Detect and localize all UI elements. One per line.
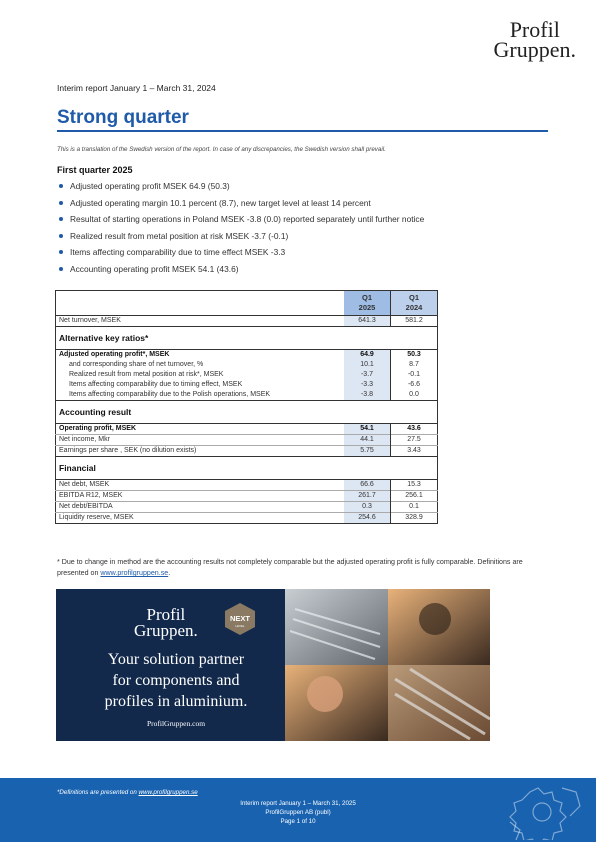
value-2024: 0.0	[391, 390, 438, 401]
banner-logo-line-1: Profil	[146, 605, 186, 624]
key-figures-table	[55, 290, 438, 524]
footer-company: ProfilGruppen AB (publ)	[265, 809, 331, 816]
gear-profile-decoration-icon	[500, 782, 590, 840]
highlights-list	[57, 178, 424, 277]
section-heading-row	[56, 327, 438, 350]
row-label: Earnings per share , SEK (no dilution exists)	[56, 446, 345, 457]
value-2024: 43.6	[391, 424, 438, 435]
value-2025: -3.3	[344, 380, 391, 390]
value-2024: 3.43	[391, 446, 438, 457]
banner-url: ProfilGruppen.com	[146, 719, 206, 728]
page-footer	[0, 778, 596, 842]
row-label: and corresponding share of net turnover, %	[69, 361, 204, 368]
table-header-row	[56, 291, 438, 316]
row-label: Adjusted operating profit*, MSEK	[56, 350, 345, 361]
report-period: Interim report January 1 – March 31, 2024	[57, 83, 216, 93]
badge-subword: LEVEL	[235, 624, 245, 628]
section-heading: Financial	[56, 457, 345, 480]
title-underline	[57, 130, 548, 132]
table-row	[56, 491, 438, 502]
table-row	[56, 446, 438, 457]
list-item: Adjusted operating profit MSEK 64.9 (50.3)	[57, 178, 424, 195]
table-row	[56, 316, 438, 327]
row-label: EBITDA R12, MSEK	[56, 491, 345, 502]
banner-photo-collage	[285, 589, 490, 741]
list-item: Accounting operating profit MSEK 54.1 (43.6)	[57, 261, 424, 278]
row-label: Items affecting comparability due to timing effect, MSEK	[69, 381, 243, 388]
banner-logo-line-2: Gruppen.	[134, 621, 198, 641]
value-2025: 0.3	[344, 502, 391, 513]
row-label: Net debt/EBITDA	[56, 502, 345, 513]
table-row	[56, 360, 438, 370]
tagline-line: Your solution partner	[107, 651, 245, 668]
value-2025: 66.6	[344, 480, 391, 491]
value-2025: 54.1	[344, 424, 391, 435]
logo-line-1: Profil	[509, 17, 560, 42]
next-level-badge	[224, 602, 256, 636]
value-2024: 581.2	[391, 316, 438, 327]
list-item: Adjusted operating margin 10.1 percent (8.7), new target level at least 14 percent	[57, 195, 424, 212]
col-quarter: Q1	[408, 293, 419, 302]
footer-defs-link[interactable]: www.profilgruppen.se	[138, 789, 198, 796]
footnote-end: .	[168, 569, 171, 577]
section-heading-row	[56, 457, 438, 480]
footer-report-period: Interim report January 1 – March 31, 2025	[240, 800, 356, 807]
table-row	[56, 480, 438, 491]
table-row	[56, 502, 438, 513]
row-label: Net turnover, MSEK	[56, 316, 345, 327]
value-2025: 261.7	[344, 491, 391, 502]
value-2025: 254.6	[344, 513, 391, 524]
logo-line-2: Gruppen.	[493, 36, 576, 62]
value-2024: 328.9	[391, 513, 438, 524]
table-row	[56, 435, 438, 446]
row-label: Items affecting comparability due to the Polish operations, MSEK	[69, 391, 271, 398]
value-2025: -3.8	[344, 390, 391, 401]
tagline-line: profiles in aluminium.	[104, 693, 248, 710]
value-2024: 0.1	[391, 502, 438, 513]
advert-banner	[56, 589, 490, 741]
list-item: Realized result from metal position at risk MSEK -3.7 (-0.1)	[57, 228, 424, 245]
col-year: 2025	[358, 303, 376, 312]
section-heading: Accounting result	[56, 401, 345, 424]
table-row	[56, 424, 438, 435]
value-2025: 641.3	[344, 316, 391, 327]
row-label: Net debt, MSEK	[56, 480, 345, 491]
value-2024: -0.1	[391, 370, 438, 380]
header-blank	[56, 291, 345, 316]
footer-page-number: Page 1 of 10	[280, 818, 316, 825]
table-row	[56, 513, 438, 524]
list-item: Resultat of starting operations in Poland MSEK -3.8 (0.0) reported separately until further notice	[57, 211, 424, 228]
value-2024: 50.3	[391, 350, 438, 361]
table-row	[56, 390, 438, 401]
footer-definitions	[57, 789, 198, 796]
tagline-line: for components and	[112, 672, 240, 689]
first-quarter-heading: First quarter 2025	[57, 165, 133, 175]
footnote-link[interactable]: www.profilgruppen.se	[100, 569, 169, 577]
list-item: Items affecting comparability due to time effect MSEK -3.3	[57, 244, 424, 261]
table-row	[56, 380, 438, 390]
row-label: Net income, Mkr	[56, 435, 345, 446]
banner-logo	[134, 607, 198, 639]
value-2024: 15.3	[391, 480, 438, 491]
table-row	[56, 370, 438, 380]
col-year: 2024	[405, 303, 423, 312]
column-header-q1-2025	[344, 291, 391, 316]
profilgruppen-logo	[493, 17, 576, 62]
value-2025: 5.75	[344, 446, 391, 457]
value-2025: -3.7	[344, 370, 391, 380]
section-heading: Alternative key ratios*	[56, 327, 345, 350]
footer-defs-text: *Definitions are presented on	[57, 789, 139, 796]
translation-note: This is a translation of the Swedish version of the report. In case of any discrepancies, the Swedish version shall prevail.	[57, 146, 386, 153]
row-label: Realized result from metal position at risk*, MSEK	[69, 371, 224, 378]
profiles-photo	[388, 665, 490, 741]
table-row	[56, 350, 438, 361]
banner-tagline	[76, 649, 276, 712]
footnote-text: * Due to change in method are the accounting results not completely comparable but the adjusted operating profit is fully comparable. Definitions are presented on	[57, 558, 523, 577]
row-label: Operating profit, MSEK	[56, 424, 345, 435]
value-2025: 10.1	[344, 360, 391, 370]
footnote	[57, 557, 527, 579]
value-2025: 64.9	[344, 350, 391, 361]
col-quarter: Q1	[361, 293, 372, 302]
value-2024: 8.7	[391, 360, 438, 370]
value-2024: 27.5	[391, 435, 438, 446]
page-title: Strong quarter	[57, 107, 189, 128]
value-2024: 256.1	[391, 491, 438, 502]
badge-word: NEXT	[229, 614, 251, 623]
column-header-q1-2024	[391, 291, 438, 316]
value-2025: 44.1	[344, 435, 391, 446]
section-heading-row	[56, 401, 438, 424]
value-2024: -6.6	[391, 380, 438, 390]
machine-photo	[285, 589, 388, 665]
row-label: Liquidity reserve, MSEK	[56, 513, 345, 524]
